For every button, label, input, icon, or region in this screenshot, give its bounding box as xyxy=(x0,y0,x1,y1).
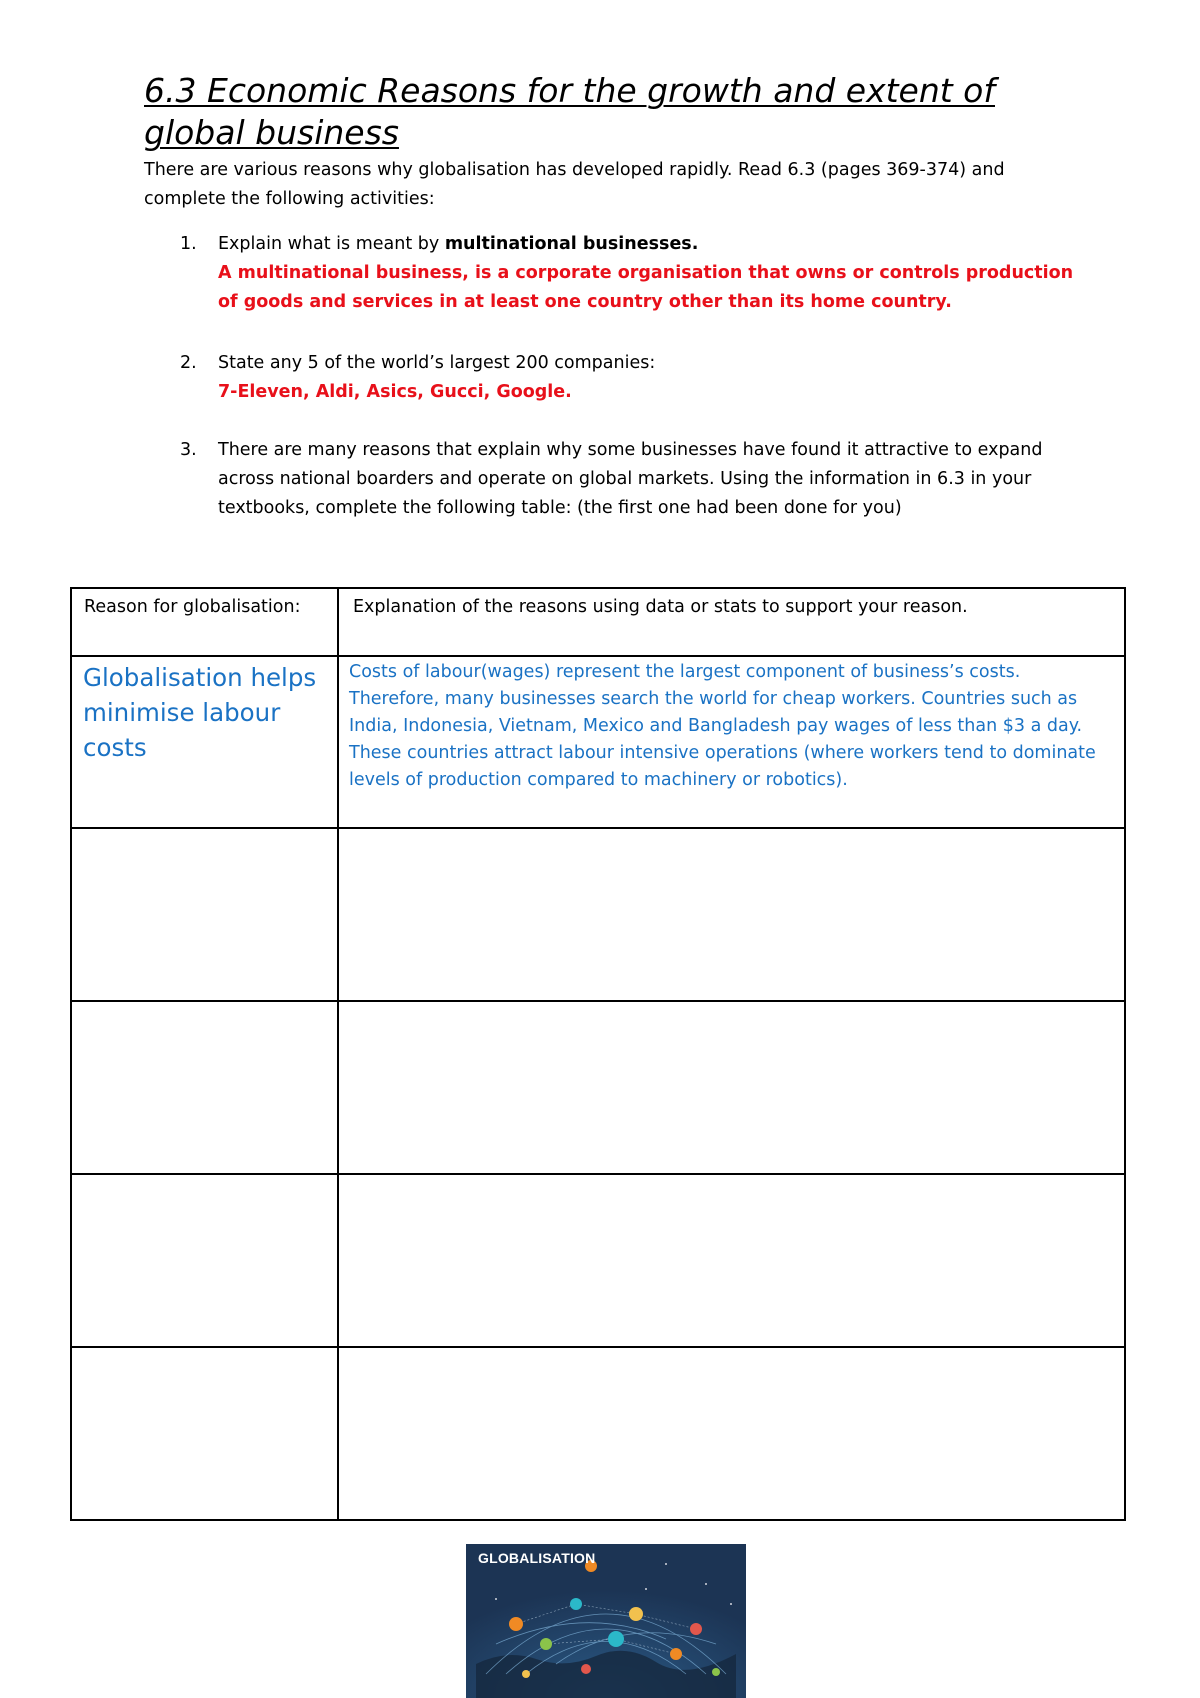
table-row xyxy=(71,828,1125,1001)
question-prompt xyxy=(218,230,1080,259)
reason-text: Globalisation helps minimise labour costs xyxy=(83,663,317,762)
question-prompt-text: Explain what is meant by xyxy=(218,234,445,254)
header-reason-label: Reason for globalisation: xyxy=(84,597,301,617)
table-row xyxy=(71,1001,1125,1174)
reason-cell[interactable] xyxy=(71,1347,338,1520)
explanation-cell[interactable] xyxy=(338,1001,1125,1174)
header-explanation-label: Explanation of the reasons using data or stats to support your reason. xyxy=(353,597,968,617)
question-1 xyxy=(180,230,1080,317)
question-prompt: State any 5 of the world’s largest 200 companies: xyxy=(218,353,656,373)
header-cell-explanation xyxy=(338,588,1125,656)
explanation-text xyxy=(339,829,1124,833)
question-number: 1. xyxy=(180,234,197,254)
question-3 xyxy=(180,436,1080,523)
explanation-text xyxy=(339,1175,1124,1179)
question-number: 3. xyxy=(180,440,197,460)
reason-cell[interactable] xyxy=(71,1001,338,1174)
table-header-row xyxy=(71,588,1125,656)
question-2 xyxy=(180,349,1080,407)
table-row xyxy=(71,1174,1125,1347)
image-title: GLOBALISATION xyxy=(478,1550,596,1566)
explanation-cell[interactable] xyxy=(338,656,1125,828)
explanation-text: Costs of labour(wages) represent the largest component of business’s costs. Therefore, many businesses search the world for cheap workers. Countries such as India, Indonesia, Vietnam, Mexico and Bangladesh pay wages of less than $3 a day. These countries attract labour intensive operations (where workers tend to dominate levels of production compared to machinery or robotics). xyxy=(349,662,1096,790)
reason-cell[interactable] xyxy=(71,1174,338,1347)
explanation-cell[interactable] xyxy=(338,828,1125,1001)
explanation-text xyxy=(339,1002,1124,1006)
intro-paragraph: There are various reasons why globalisation has developed rapidly. Read 6.3 (pages 369-374) and complete the following activities: xyxy=(144,160,1005,209)
table-row xyxy=(71,1347,1125,1520)
table-row xyxy=(71,656,1125,828)
explanation-cell[interactable] xyxy=(338,1174,1125,1347)
reasons-table xyxy=(70,587,1126,1521)
reason-text xyxy=(72,1002,337,1008)
reason-cell[interactable] xyxy=(71,828,338,1001)
question-answer: A multinational business, is a corporate organisation that owns or controls production of goods and services in at least one country other than its home country. xyxy=(218,263,1074,312)
page-title: 6.3 Economic Reasons for the growth and extent of global business xyxy=(144,71,995,152)
reason-cell[interactable] xyxy=(71,656,338,828)
globalisation-image xyxy=(466,1544,746,1698)
reason-text xyxy=(72,829,337,835)
header-cell-reason xyxy=(71,588,338,656)
reason-text xyxy=(72,1175,337,1181)
explanation-text xyxy=(339,1348,1124,1352)
question-prompt-bold: multinational businesses. xyxy=(444,234,699,254)
question-answer: 7-Eleven, Aldi, Asics, Gucci, Google. xyxy=(218,382,572,402)
globalisation-network-illustration xyxy=(466,1544,746,1698)
question-number: 2. xyxy=(180,353,197,373)
reason-text xyxy=(72,1348,337,1354)
explanation-cell[interactable] xyxy=(338,1347,1125,1520)
question-prompt: There are many reasons that explain why some businesses have found it attractive to expand across national boarders and operate on global markets. Using the information in 6.3 in your textbooks, complete the following table: (the first one had been done for you) xyxy=(218,440,1043,518)
